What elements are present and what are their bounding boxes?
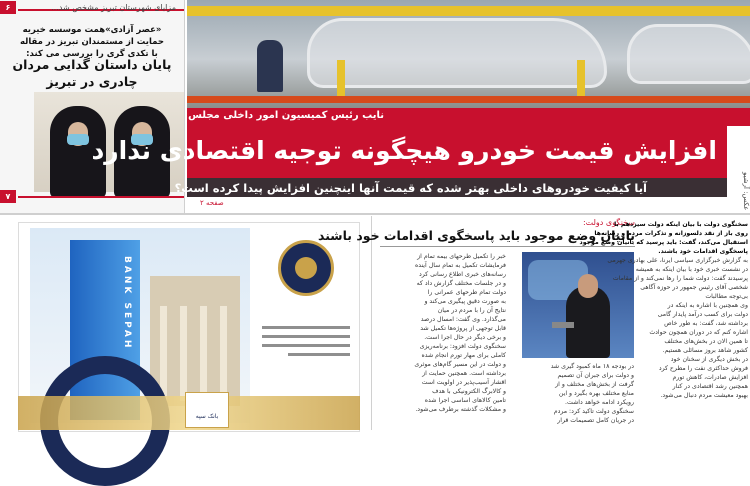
article-text-line: سخنگوی دولت با بیان اینکه دولت سیزدهم با	[614, 221, 748, 228]
article-text-line: و کالابرگ الکترونیکی با هدف	[432, 388, 506, 395]
article-text-line: سخنگوی دولت تاکید کرد: مردم	[553, 408, 634, 415]
article-text-line: به صورت دقیق پیگیری می‌کند و	[424, 298, 506, 305]
article-text-line: در بودجه ۱۸ ماه کمبود گیری شد	[550, 363, 634, 370]
article-text-line: منابع مختلف بهره بگیرد و این	[558, 390, 634, 397]
article-text-line: گرفت از بخش‌های مختلف و از	[555, 381, 634, 388]
article-text-line: رسانه‌های خبری اطلاع رسانی کرد	[419, 271, 506, 278]
article-text-line: پاسخگوی اقدامات خود باشند.	[658, 248, 748, 255]
article-text-line: کشور شاهد بروز مسائلی هستیم.	[662, 347, 748, 354]
bank-tower-label: BANK SEPAH	[122, 256, 132, 351]
article-text-line: و در جلسات مختلف گزارش داد که	[416, 280, 506, 287]
article-text-line: اشاره کنم که در دوران همچون حوادث	[649, 329, 748, 336]
article-text-line: روی باز از نقد دلسوزانه و تذکرات مردم و رسانه‌ها	[594, 230, 748, 237]
article-column-middle	[522, 362, 634, 430]
teaser-kicker-line-1: «عصر آزادی»همت موسسه خیریه	[22, 25, 162, 35]
left-column-teaser	[0, 0, 185, 214]
ad-text-lines	[262, 326, 350, 362]
microphone-icon	[552, 322, 574, 328]
article-text-line: رویکرد ادامه خواهد داشت.	[565, 399, 634, 406]
article-text-line: در بخش دیگری از سخنان خود	[670, 356, 748, 363]
article-text-line: فرمایشات تکمیل به تمام سال آینده	[414, 262, 506, 269]
main-subtitle: آیا کیفیت خودروهای داخلی بهتر شده که قیمت آنها اینچنین افزایش پیدا کرده است؟	[174, 181, 647, 195]
spokesperson-article	[317, 216, 750, 430]
headline-kicker: نایب رئیس کمیسیون امور داخلی مجلس:	[184, 110, 384, 121]
spokesperson-photo	[522, 252, 634, 358]
car-body-shell	[307, 18, 607, 88]
article-text-line: و دولت برای جبران آن تصمیم	[557, 372, 634, 379]
car-body-shell-2	[627, 24, 750, 84]
main-headline: افزایش قیمت خودرو هیچگونه توجیه اقتصادی ندارد	[91, 136, 717, 165]
article-text-line: در جریان کامل تصمیمات قرار	[557, 417, 634, 424]
article-text-line: وی همچنین با اشاره به اینکه در	[667, 302, 748, 309]
article-text-line: تا همین الان در بخش‌های مختلف	[664, 338, 748, 345]
article-text-line: بی‌توجه مطالبات	[705, 293, 748, 300]
teaser-headline-line-2: چادری در تبریز	[46, 74, 138, 89]
article-text-line: برداشته است. همچنین حمایت از	[422, 370, 506, 377]
article-text-line: برداشته شد، گفت: به طور خاص	[664, 320, 748, 327]
teaser-kicker-line-2: حمایت از مستمندان تبریز در مقاله	[19, 37, 165, 47]
bank-badge: بانک سپه	[185, 392, 229, 428]
article-text-line: شخصی آقای رئیس جمهور در حوزه آگاهی	[640, 284, 748, 291]
article-text-line: می‌گذارد. وی گفت: امسال درصد	[420, 316, 506, 323]
article-text-line: استقبال می‌کند، گفت: باید پرسید که بانیان وضع موجود	[579, 239, 748, 246]
heritage-building	[150, 276, 240, 406]
teaser-headline[interactable]	[8, 56, 176, 90]
article-text-line: خبر را تکمیل طرحهای بیمه تمام از	[417, 253, 506, 260]
teaser-headline-line-1: پایان داستان گدایی مردان	[12, 57, 172, 72]
bank-sepah-emblem-icon	[278, 240, 334, 296]
article-text-line: در نشست خبری خود با بیان اینکه به همیشه	[635, 266, 748, 273]
factory-worker	[257, 40, 283, 92]
photo-credit: عکس: آرشیو	[742, 171, 750, 210]
red-rule-bottom	[18, 196, 184, 198]
page-number-top: ۶	[0, 1, 16, 14]
article-text-line: پرسیدند گفت: دولت شما را رها نمی‌کند و از مقامات	[612, 275, 748, 282]
section-divider	[0, 213, 750, 215]
article-text-line: دولت برای کسب درآمد پایدار گامی	[657, 311, 748, 318]
article-text-line: نتایج آن را با مردم در میان	[437, 307, 506, 314]
article-title[interactable]: بانیان وضع موجود باید پاسخگوی اقدامات خود باشند	[317, 228, 635, 243]
car-factory-photo	[187, 0, 750, 108]
article-text-line: به گزارش خبرگزاری سیاسی ایرنا، علی بهادری جهرمی	[607, 257, 748, 264]
article-text-line: دولت تمام طرحهای عمرانی را	[427, 289, 506, 296]
teaser-kicker-line-3: با تکدی گری را بررسی می کند:	[26, 49, 158, 59]
teaser-top-line: مزایای شهرستان تبریز مشخص شد...	[51, 3, 176, 12]
article-text-line: همچنین رشد اقتصادی در کنار	[672, 383, 748, 390]
page-reference: صفحه ۲	[200, 199, 224, 207]
article-text-line: کاملی برای مهار تورم انجام شده	[421, 352, 506, 359]
teaser-kicker	[8, 24, 176, 60]
headline-kicker-bar	[184, 108, 750, 126]
article-text-line: قابل توجهی از پروژه‌ها تکمیل شد	[420, 325, 506, 332]
article-text-line: سخنگوی دولت افزود: برنامه‌ریزی	[419, 343, 506, 350]
article-text-line: و برخی دیگر در حال اجرا است.	[424, 334, 506, 341]
bank-sepah-advertisement[interactable]	[0, 216, 372, 430]
headline-box[interactable]	[91, 126, 727, 178]
subtitle-bar	[174, 178, 727, 197]
article-text-line: تامین کالاهای اساسی اجرا شده	[424, 397, 506, 404]
article-text-line: و مشکلات گذشته برطرف می‌شود.	[415, 406, 506, 413]
article-text-line: فروش حداکثری نفت را مطرح کرد	[658, 365, 748, 372]
article-text-line: افزایش صادرات، کاهش تورم	[672, 374, 748, 381]
article-text-line: و دولت در این مسیر گام‌های موثری	[414, 361, 506, 368]
article-column-left	[378, 252, 506, 430]
article-kicker: سخنگوی دولت:	[582, 218, 635, 227]
page-number-bottom: ۷	[0, 190, 16, 203]
article-text-line: اقشار آسیب‌پذیر در اولویت است	[421, 379, 506, 386]
article-text-line: بهبود معیشت مردم دنبال می‌شود.	[660, 392, 748, 399]
